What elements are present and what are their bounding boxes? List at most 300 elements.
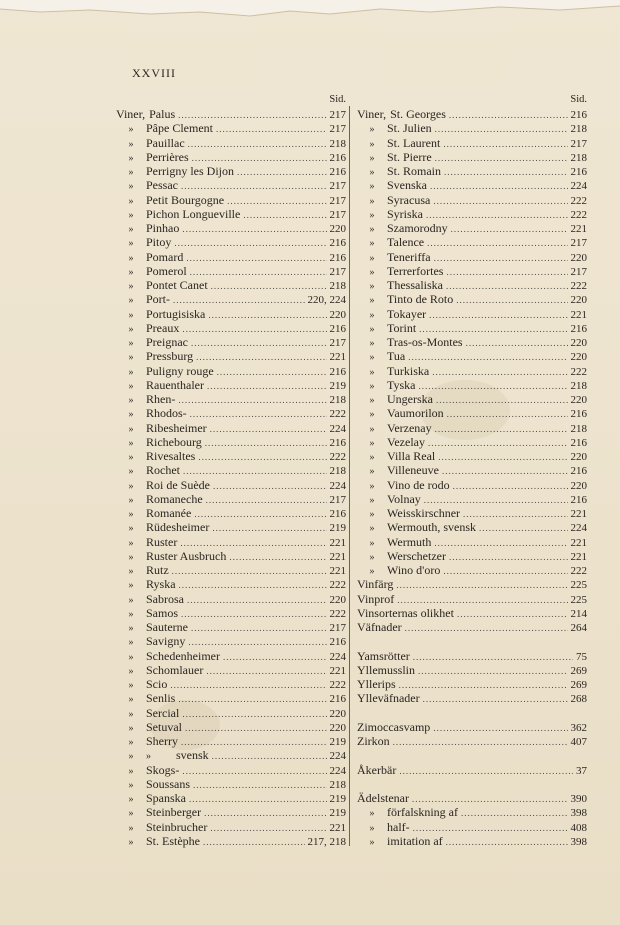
index-entry bbox=[116, 136, 346, 150]
ditto-mark: » bbox=[369, 266, 375, 278]
entry-label: Roi de Suède bbox=[146, 477, 210, 492]
entry-label: St. Julien bbox=[387, 121, 432, 136]
ditto-mark: » bbox=[128, 266, 134, 278]
entry-label: Port- bbox=[146, 292, 170, 307]
index-entry bbox=[357, 435, 587, 449]
ditto-mark: » bbox=[128, 452, 134, 463]
page-reference: 222 bbox=[570, 194, 587, 207]
page-reference: 221 bbox=[329, 550, 346, 563]
section-gap bbox=[357, 777, 587, 791]
index-entry bbox=[357, 592, 587, 606]
dot-leader bbox=[181, 178, 327, 193]
index-entry bbox=[357, 805, 587, 819]
index-entry bbox=[357, 392, 587, 406]
page-reference: 216 bbox=[329, 636, 346, 649]
ditto-mark: » bbox=[128, 665, 134, 677]
entry-label: Zirkon bbox=[357, 734, 390, 748]
ditto-mark: » bbox=[369, 281, 375, 292]
entry-label: Steinbrucher bbox=[146, 819, 208, 834]
page-reference: 222 bbox=[329, 607, 346, 620]
entry-label: Richebourg bbox=[146, 434, 202, 449]
index-entry bbox=[357, 535, 587, 549]
ditto-mark: » bbox=[128, 509, 134, 520]
entry-label: Schedenheimer bbox=[146, 648, 220, 663]
index-entry bbox=[357, 349, 587, 363]
page-reference: 224 bbox=[329, 650, 346, 663]
entry-label: Verzenay bbox=[387, 420, 432, 435]
entry-label: Portugisiska bbox=[146, 306, 206, 321]
dot-leader bbox=[446, 278, 568, 293]
ditto-mark: » bbox=[128, 822, 134, 834]
ditto-mark: » bbox=[128, 737, 134, 748]
page-reference: 220 bbox=[570, 394, 587, 406]
index-entry bbox=[116, 121, 346, 135]
entry-label: Sauterne bbox=[146, 620, 188, 634]
entry-label: Soussans bbox=[146, 776, 191, 791]
index-entry bbox=[116, 349, 346, 363]
entry-heading: Viner, bbox=[116, 107, 146, 121]
index-entry bbox=[116, 478, 346, 492]
ditto-mark: » bbox=[369, 566, 375, 577]
index-entry bbox=[357, 178, 587, 192]
entry-label: Ribesheimer bbox=[146, 420, 207, 435]
index-entry bbox=[116, 592, 346, 606]
entry-label: Perrigny les Dijon bbox=[146, 164, 234, 178]
page-reference: 220 bbox=[329, 721, 346, 734]
page-reference: 37 bbox=[576, 764, 587, 777]
entry-heading: Viner, bbox=[357, 107, 387, 121]
ditto-mark: » bbox=[128, 708, 134, 720]
index-entry bbox=[116, 520, 346, 534]
entry-label: Ädelstenar bbox=[357, 791, 409, 805]
page-reference: 216 bbox=[329, 251, 346, 264]
index-entry bbox=[357, 691, 587, 705]
dot-leader bbox=[216, 121, 327, 136]
index-entry bbox=[357, 264, 587, 278]
page-reference: 269 bbox=[570, 679, 587, 691]
ditto-mark: » bbox=[369, 395, 375, 406]
index-entry bbox=[357, 834, 587, 848]
ditto-mark: » bbox=[369, 124, 375, 136]
dot-leader bbox=[172, 563, 327, 578]
dot-leader bbox=[449, 549, 568, 564]
index-entry bbox=[116, 649, 346, 663]
index-entry bbox=[357, 677, 587, 691]
entry-label: Rüdesheimer bbox=[146, 520, 210, 535]
dot-leader bbox=[457, 606, 568, 621]
page-reference: 216 bbox=[329, 322, 346, 335]
dot-leader bbox=[210, 820, 326, 835]
ditto-mark: » bbox=[369, 209, 375, 221]
ditto-mark: » bbox=[128, 295, 134, 307]
dot-leader bbox=[449, 107, 568, 122]
dot-leader bbox=[181, 734, 327, 749]
page-reference: 218 bbox=[329, 394, 346, 406]
index-entry bbox=[357, 150, 587, 164]
ditto-mark: » bbox=[128, 765, 134, 777]
index-entry bbox=[357, 335, 587, 349]
entry-label: Scio bbox=[146, 677, 168, 691]
entry-label: Tras-os-Montes bbox=[387, 335, 463, 349]
page-reference: 221 bbox=[570, 308, 587, 321]
page-reference: 221 bbox=[329, 536, 346, 549]
page-reference: 222 bbox=[329, 408, 346, 421]
entry-label: Terrerfortes bbox=[387, 263, 444, 278]
page-reference: 218 bbox=[329, 465, 346, 478]
index-entry bbox=[116, 634, 346, 648]
dot-leader bbox=[178, 392, 326, 407]
page-reference: 217 bbox=[570, 265, 587, 278]
index-entry bbox=[116, 691, 346, 705]
dot-leader bbox=[461, 805, 568, 820]
page-reference: 390 bbox=[570, 793, 587, 805]
entry-label: Ylleväfnader bbox=[357, 691, 420, 706]
index-entry bbox=[116, 791, 346, 805]
entry-label: Rauenthaler bbox=[146, 377, 204, 392]
index-entry bbox=[357, 449, 587, 463]
dot-leader bbox=[447, 406, 568, 421]
dot-leader bbox=[432, 364, 567, 379]
entry-label: Svenska bbox=[387, 178, 427, 193]
dot-leader bbox=[456, 292, 567, 307]
entry-label: Savigny bbox=[146, 634, 186, 649]
page-reference: 220, 224 bbox=[307, 294, 346, 307]
ditto-mark: » bbox=[369, 352, 375, 364]
ditto-mark: » bbox=[128, 594, 134, 606]
dot-leader bbox=[173, 292, 305, 307]
dot-leader bbox=[399, 677, 568, 692]
page-reference: 220 bbox=[329, 593, 346, 606]
section-gap bbox=[357, 634, 587, 648]
dot-leader bbox=[204, 805, 326, 820]
ditto-mark: » bbox=[369, 366, 375, 378]
entry-label: svensk bbox=[176, 748, 209, 763]
entry-label: Steinberger bbox=[146, 805, 202, 820]
index-entry bbox=[357, 549, 587, 563]
ditto-mark: » bbox=[128, 352, 134, 364]
entry-label: Pinhao bbox=[146, 221, 180, 235]
ditto-mark: » bbox=[128, 608, 134, 620]
ditto-mark: » bbox=[369, 295, 375, 307]
index-entry bbox=[116, 435, 346, 449]
index-entry bbox=[116, 706, 346, 720]
ditto-mark: » bbox=[369, 138, 375, 150]
dot-leader bbox=[442, 463, 568, 478]
dot-leader bbox=[205, 435, 327, 450]
entry-label: Pomerol bbox=[146, 263, 187, 278]
index-entry bbox=[116, 164, 346, 178]
ditto-mark: » bbox=[128, 323, 134, 335]
page-reference: 214 bbox=[570, 607, 587, 620]
dot-leader bbox=[181, 606, 326, 621]
ditto-mark: » bbox=[128, 409, 134, 421]
page-reference: 221 bbox=[570, 223, 587, 235]
index-entry bbox=[116, 107, 346, 121]
page-reference: 217 bbox=[329, 337, 346, 349]
ditto-mark: » bbox=[128, 566, 134, 577]
index-entry bbox=[116, 335, 346, 349]
page-number: XXVIII bbox=[132, 66, 176, 80]
ditto-mark: » bbox=[369, 252, 375, 264]
dot-leader bbox=[435, 150, 568, 165]
entry-label: Tyska bbox=[387, 377, 416, 392]
page-reference: 268 bbox=[570, 693, 587, 706]
page-reference: 216 bbox=[329, 693, 346, 706]
ditto-mark: » bbox=[128, 124, 134, 136]
page-reference: 224 bbox=[329, 750, 346, 763]
index-entry bbox=[116, 264, 346, 278]
entry-label: Wermuth bbox=[387, 534, 432, 549]
dot-leader bbox=[182, 321, 326, 336]
entry-label: Zimoccasvamp bbox=[357, 719, 431, 734]
index-entry bbox=[116, 307, 346, 321]
page-reference: 225 bbox=[570, 593, 587, 606]
index-entry bbox=[357, 649, 587, 663]
page-reference: 220 bbox=[570, 479, 587, 492]
entry-label: Sabrosa bbox=[146, 591, 184, 606]
index-column-left bbox=[116, 93, 346, 848]
dot-leader bbox=[227, 193, 326, 208]
index-entry bbox=[116, 506, 346, 520]
entry-label: Vaumorilon bbox=[387, 406, 444, 421]
index-entry bbox=[357, 520, 587, 534]
entry-label: Volnay bbox=[387, 491, 421, 506]
ditto-mark: » bbox=[128, 138, 134, 150]
dot-leader bbox=[192, 150, 327, 165]
ditto-mark: » bbox=[128, 238, 134, 250]
dot-leader bbox=[436, 392, 568, 407]
entry-label: Preignac bbox=[146, 335, 188, 349]
entry-label: Vinprof bbox=[357, 591, 395, 606]
index-entry bbox=[116, 250, 346, 264]
entry-label: Tokayer bbox=[387, 306, 427, 321]
dot-leader bbox=[426, 207, 568, 222]
page-reference: 224 bbox=[329, 422, 346, 435]
entry-label: Puligny rouge bbox=[146, 363, 214, 378]
page-reference: 222 bbox=[570, 208, 587, 221]
entry-label: Rutz bbox=[146, 563, 169, 577]
index-entry bbox=[116, 421, 346, 435]
index-entry bbox=[116, 392, 346, 406]
entry-label: Schomlauer bbox=[146, 662, 204, 677]
page-reference: 216 bbox=[570, 408, 587, 421]
index-entry bbox=[357, 250, 587, 264]
index-entry bbox=[116, 235, 346, 249]
page-reference: 269 bbox=[570, 664, 587, 677]
ditto-mark: » bbox=[128, 167, 134, 178]
page-reference: 218 bbox=[570, 379, 587, 392]
entry-label: Yllerips bbox=[357, 677, 396, 691]
entry-label: Romanée bbox=[146, 506, 192, 520]
index-entry bbox=[116, 620, 346, 634]
dot-leader bbox=[433, 720, 567, 735]
ditto-mark: » bbox=[128, 694, 134, 706]
dot-leader bbox=[190, 264, 327, 279]
ditto-mark: » bbox=[369, 551, 375, 563]
ditto-mark: » bbox=[128, 252, 134, 264]
dot-leader bbox=[466, 335, 568, 350]
entry-label: Talence bbox=[387, 235, 425, 250]
ditto-mark: » bbox=[128, 537, 134, 549]
index-entry bbox=[357, 791, 587, 805]
page-reference: 225 bbox=[570, 579, 587, 592]
dot-leader bbox=[194, 506, 326, 521]
index-entry bbox=[357, 307, 587, 321]
page-reference: 219 bbox=[329, 793, 346, 805]
ditto-mark: » bbox=[369, 523, 375, 535]
index-entry bbox=[116, 834, 346, 848]
index-entry bbox=[116, 492, 346, 506]
ditto-mark: » bbox=[128, 794, 134, 805]
ditto-mark: » bbox=[369, 494, 375, 506]
page-reference: 219 bbox=[329, 522, 346, 535]
page-reference: 218 bbox=[329, 137, 346, 150]
page-reference: 217 bbox=[570, 137, 587, 150]
page-reference: 217 bbox=[329, 493, 346, 506]
ditto-mark: » bbox=[128, 836, 134, 848]
ditto-mark: » bbox=[369, 323, 375, 335]
index-entry bbox=[357, 136, 587, 150]
index-entry bbox=[116, 292, 346, 306]
dot-leader bbox=[196, 349, 326, 364]
entry-label: Preaux bbox=[146, 320, 180, 335]
index-entry bbox=[357, 207, 587, 221]
ditto-mark: » bbox=[128, 395, 134, 406]
entry-label: Pichon Longueville bbox=[146, 206, 241, 221]
entry-label: Vinfärg bbox=[357, 577, 394, 592]
entry-label: Wino d'oro bbox=[387, 563, 441, 577]
index-entry bbox=[357, 820, 587, 834]
entry-label: Pessac bbox=[146, 178, 178, 193]
entry-label: Ryska bbox=[146, 577, 176, 592]
ditto-mark: » bbox=[369, 437, 375, 449]
ditto-mark: » bbox=[128, 224, 134, 235]
dot-leader bbox=[429, 307, 567, 322]
ditto-mark: » bbox=[128, 380, 134, 392]
dot-leader bbox=[206, 663, 326, 678]
index-entry bbox=[116, 663, 346, 677]
page-reference: 222 bbox=[570, 565, 587, 577]
entry-label: Rochet bbox=[146, 463, 180, 478]
entry-label: Thessaliska bbox=[387, 278, 443, 292]
dot-leader bbox=[433, 193, 567, 208]
page-reference: 217 bbox=[329, 622, 346, 634]
index-entry bbox=[357, 164, 587, 178]
page-reference: 216 bbox=[329, 151, 346, 164]
index-entry bbox=[116, 406, 346, 420]
index-entry bbox=[116, 734, 346, 748]
index-entry bbox=[116, 563, 346, 577]
dot-leader bbox=[179, 577, 327, 592]
dot-leader bbox=[453, 478, 568, 493]
page-reference: 218 bbox=[570, 422, 587, 435]
entry-label: St. Pierre bbox=[387, 149, 432, 164]
index-entry bbox=[116, 777, 346, 791]
dot-leader bbox=[178, 691, 326, 706]
page-reference: 216 bbox=[570, 465, 587, 478]
entry-label: Spanska bbox=[146, 791, 186, 805]
dot-leader bbox=[418, 663, 567, 678]
ditto-mark: » bbox=[128, 309, 134, 321]
entry-label: Tinto de Roto bbox=[387, 292, 454, 307]
ditto-mark: » bbox=[369, 452, 375, 463]
dot-leader bbox=[207, 378, 327, 393]
entry-label: Pauillac bbox=[146, 135, 185, 150]
index-entry bbox=[116, 463, 346, 477]
entry-label: Ungerska bbox=[387, 392, 433, 406]
dot-leader bbox=[434, 250, 568, 265]
ditto-mark: » bbox=[128, 366, 134, 378]
entry-label: Palus bbox=[149, 107, 176, 121]
index-entry bbox=[116, 720, 346, 734]
page-reference: 220 bbox=[329, 707, 346, 720]
dot-leader bbox=[419, 378, 568, 393]
index-entry bbox=[357, 463, 587, 477]
index-entry bbox=[116, 549, 346, 563]
index-entry bbox=[116, 321, 346, 335]
ditto-mark: » bbox=[128, 423, 134, 435]
page-reference: 398 bbox=[570, 835, 587, 848]
ditto-mark: » bbox=[128, 680, 134, 691]
index-entry bbox=[116, 221, 346, 235]
ditto-mark: » bbox=[128, 209, 134, 221]
index-entry bbox=[357, 364, 587, 378]
page-reference: 216 bbox=[329, 237, 346, 250]
ditto-mark: » bbox=[128, 651, 134, 663]
dot-leader bbox=[430, 178, 568, 193]
page-reference: 217 bbox=[329, 265, 346, 278]
dot-leader bbox=[217, 364, 327, 379]
dot-leader bbox=[183, 463, 327, 478]
dot-leader bbox=[443, 136, 567, 151]
page-reference: 221 bbox=[329, 565, 346, 577]
entry-label: Perrières bbox=[146, 149, 189, 164]
dot-leader bbox=[479, 520, 567, 535]
page-reference: 362 bbox=[570, 721, 587, 734]
page-reference: 221 bbox=[570, 536, 587, 549]
dot-leader bbox=[190, 406, 327, 421]
dot-leader bbox=[203, 834, 305, 849]
dot-leader bbox=[434, 535, 567, 550]
dot-leader bbox=[188, 634, 326, 649]
index-entry bbox=[116, 193, 346, 207]
dot-leader bbox=[170, 677, 326, 692]
page-reference: 216 bbox=[570, 109, 587, 121]
dot-leader bbox=[446, 264, 567, 279]
dot-leader bbox=[229, 549, 326, 564]
page-reference: 221 bbox=[570, 550, 587, 563]
entry-label: Szamorodny bbox=[387, 221, 448, 235]
entry-label: Syriska bbox=[387, 206, 423, 221]
column-header-sid: Sid. bbox=[329, 94, 346, 105]
page-reference: 220 bbox=[329, 308, 346, 321]
ditto-mark: » bbox=[128, 551, 134, 563]
page-reference: 222 bbox=[329, 579, 346, 592]
entry-label: Pontet Canet bbox=[146, 278, 208, 292]
dot-leader bbox=[191, 620, 327, 635]
entry-label: half- bbox=[387, 819, 410, 834]
page-reference: 218 bbox=[329, 778, 346, 791]
page-reference: 222 bbox=[570, 280, 587, 292]
index-entry bbox=[116, 207, 346, 221]
page-reference: 216 bbox=[570, 322, 587, 335]
ditto-mark: » bbox=[128, 466, 134, 478]
dot-leader bbox=[463, 506, 567, 521]
index-entry bbox=[116, 178, 346, 192]
index-entry bbox=[116, 364, 346, 378]
dot-leader bbox=[413, 820, 568, 835]
ditto-mark: » bbox=[128, 751, 134, 763]
